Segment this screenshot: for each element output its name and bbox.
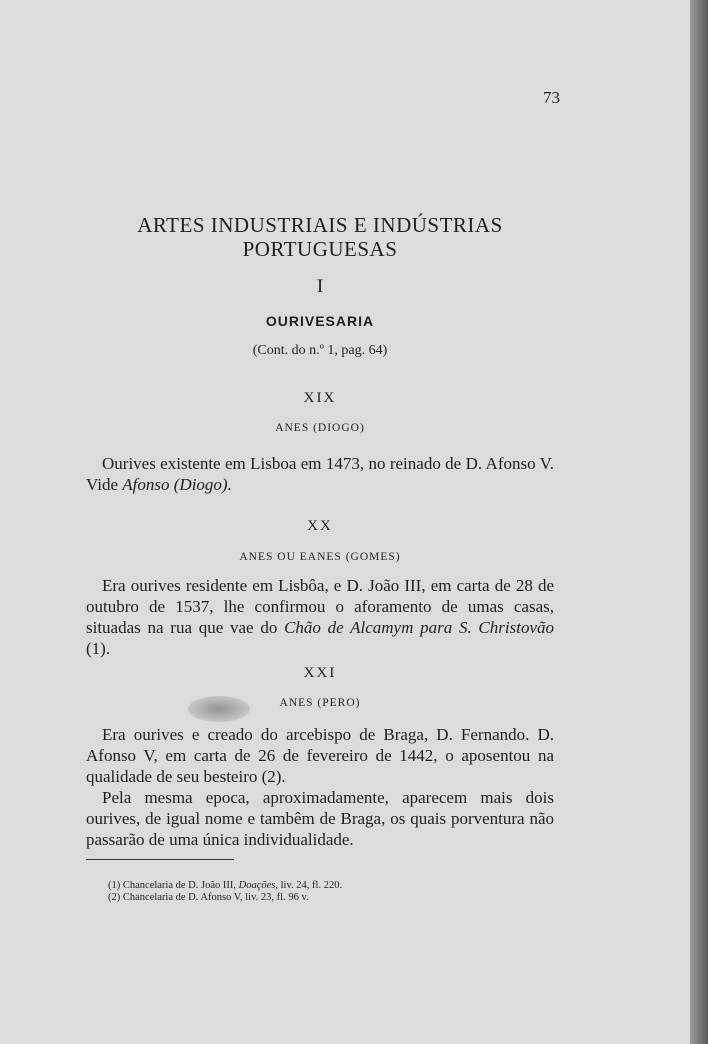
entry-text: Pela mesma epoca, aproximadamente, aparecem mais dois ourives, de igual nome e tambêm de Braga, os quais porventura não passarão de uma única individualidade.	[86, 788, 554, 849]
entry-text-footnote-ref: (1).	[86, 639, 111, 658]
footnote-text: Chancelaria de D. João III,	[122, 880, 236, 891]
section-title: ARTES INDUSTRIAIS E INDÚSTRIAS PORTUGUESAS	[137, 213, 503, 261]
entry-text-plain: Era ourives residente em Lisbôa, e D. João III, em carta de 28 de outubro de 1537, lhe confirmou o aforamento de umas casas, situadas na rua que vae do	[86, 576, 554, 637]
continuation-note: (Cont. do n.º 1, pag. 64)	[252, 343, 388, 358]
entry-name: ANES (PERO)	[279, 697, 361, 709]
footnote-text: Chancelaria de D. Afonso V, liv. 23, fl. 96 v.	[122, 892, 309, 903]
ink-smudge	[188, 696, 250, 722]
page-edge-shadow	[690, 0, 708, 1044]
entry-number: XX	[307, 518, 333, 534]
footnote-mark: (1)	[108, 880, 121, 891]
entry-text	[86, 453, 554, 495]
section-subtitle: OURIVESARIA	[265, 313, 375, 329]
footnote	[108, 892, 548, 904]
entry-name: ANES OU EANES (GOMES)	[239, 551, 401, 563]
footnote-text-after: liv. 24, fl. 220.	[280, 880, 343, 891]
entry-text	[86, 575, 554, 659]
page-number: 73	[543, 88, 560, 107]
entry-name: ANES (DIOGO)	[275, 422, 365, 434]
entry-text-plain: Ourives existente em Lisboa em 1473, no reinado de D. Afonso V. Vide	[86, 454, 554, 494]
part-number: I	[316, 276, 324, 297]
footnote	[108, 880, 548, 892]
entry-number: XXI	[303, 665, 337, 681]
footnotes	[108, 880, 548, 904]
entry-text: Era ourives e creado do arcebispo de Braga, D. Fernando. D. Afonso V, em carta de 26 de fevereiro de 1442, o aposentou na qualidade de seu besteiro (2).	[86, 725, 554, 786]
footnote-rule	[86, 859, 234, 860]
footnote-mark: (2)	[108, 892, 121, 903]
entry-number: XIX	[303, 390, 337, 406]
footnote-italic: Doações,	[238, 880, 278, 891]
entry-text-place: Chão de Alcamym para S. Christovão	[284, 618, 554, 637]
entry-text-reference: Afonso (Diogo).	[122, 475, 232, 494]
